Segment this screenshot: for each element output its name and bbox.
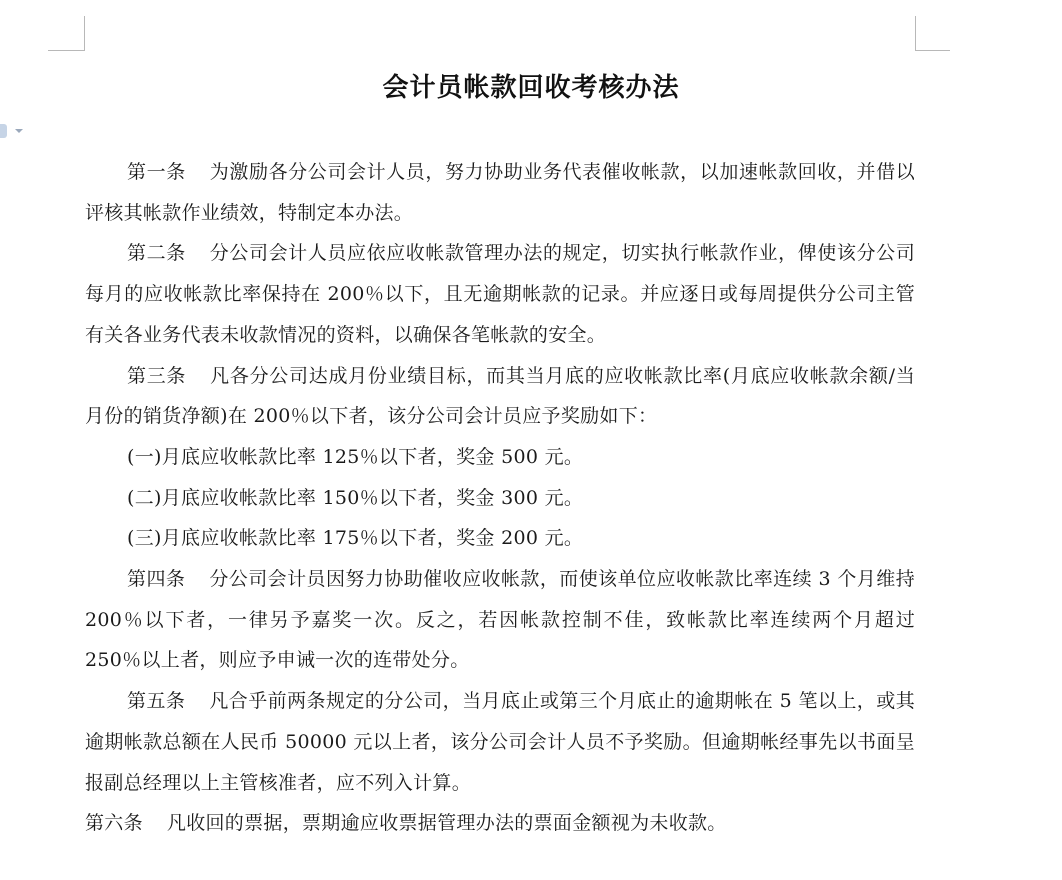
list-item: (三)月底应收帐款比率 175％以下者，奖金 200 元。	[127, 527, 584, 550]
article-text: 分公司会计员因努力协助催收应收帐款，而使该单位应收帐款比率连续 3 个月维持 200％以下者，一律另予嘉奖一次。反之，若因帐款控制不佳，致帐款比率连续两个月超过 250％以上者，则应予申诫一次的连带处分。	[85, 568, 915, 672]
article-text: 凡各分公司达成月份业绩目标，而其当月底的应收帐款比率(月底应收帐款余额/当月份的销货净额)在 200％以下者，该分公司会计员应予奖励如下：	[85, 364, 915, 428]
style-icon	[0, 124, 7, 138]
list-item: (二)月底应收帐款比率 150％以下者，奖金 300 元。	[127, 486, 584, 509]
article-text: 凡合乎前两条规定的分公司，当月底止或第三个月底止的逾期帐在 5 笔以上，或其逾期帐款总额在人民币 50000 元以上者，该分公司会计人员不予奖励。但逾期帐经事先以书面呈报副总经理以上主管核准者，应不列入计算。	[85, 690, 915, 794]
article-label: 第一条	[127, 161, 186, 183]
article-4	[85, 559, 915, 681]
article-label: 第四条	[127, 568, 186, 591]
list-item: (一)月底应收帐款比率 125％以下者，奖金 500 元。	[127, 445, 584, 468]
article-2	[85, 233, 915, 355]
document-body	[85, 152, 915, 844]
side-style-dropdown[interactable]	[0, 122, 26, 140]
article-label: 第三条	[127, 364, 187, 387]
article-label: 第五条	[127, 690, 186, 713]
article-label: 第二条	[127, 242, 186, 265]
article-label: 第六条	[85, 812, 143, 835]
article-1	[85, 152, 915, 233]
document-title: 会计员帐款回收考核办法	[382, 73, 680, 104]
article-text: 凡收回的票据，票期逾应收票据管理办法的票面金额视为未收款。	[166, 812, 727, 835]
page-corner-mark-top-left	[48, 16, 85, 51]
article-text: 为激励各分公司会计人员，努力协助业务代表催收帐款，以加速帐款回收，并借以评核其帐款作业绩效，特制定本办法。	[85, 161, 915, 224]
article-5	[85, 681, 915, 803]
article-6	[85, 803, 915, 844]
page-corner-mark-top-right	[915, 16, 950, 51]
chevron-down-icon	[15, 129, 23, 133]
article-text: 分公司会计人员应依应收帐款管理办法的规定，切实执行帐款作业，俾使该分公司每月的应收帐款比率保持在 200％以下，且无逾期帐款的记录。并应逐日或每周提供分公司主管有关各业务代表未收款情况的资料，以确保各笔帐款的安全。	[85, 242, 915, 346]
article-3	[85, 356, 915, 437]
